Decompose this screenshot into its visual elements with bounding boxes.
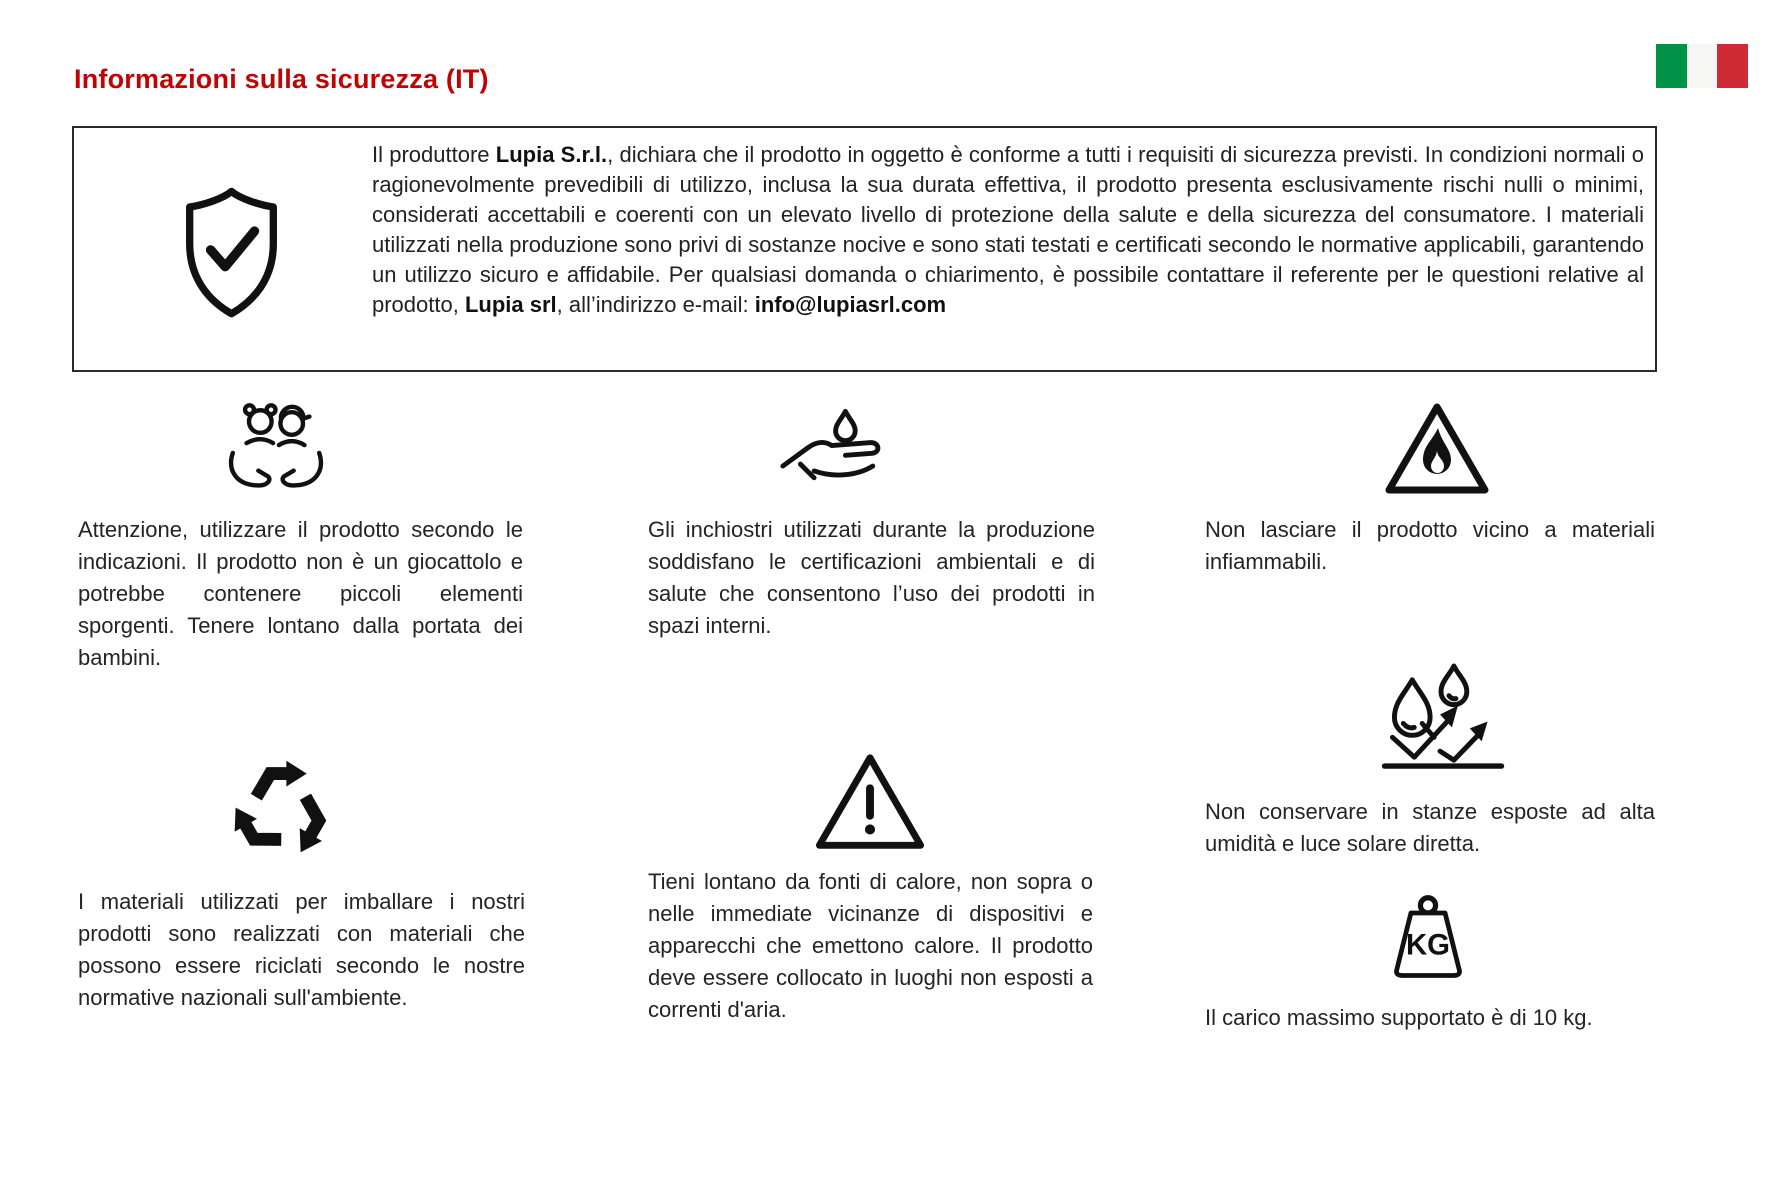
kg-label: KG bbox=[1405, 928, 1451, 962]
decl-seg-2: , dichiara che il prodotto in oggetto è conforme a tutti i requisiti di sicurezza previsti. In condizioni normali o ragionevolmente prevedibili di utilizzo, inclusa la sua durata effettiva, il prodotto presenta esclusivamente rischi nulli o minimi, considerati accettabili e coerenti con un elevato livello di protezione della salute e della sicurezza del consumatore. I materiali utilizzati nella produzione sono privi di sostanze nocive e sono stati testati e certificati secondo le normative applicabili, garantendo un utilizzo sicuro e affidabile. Per qualsiasi domanda o chiarimento, è possibile contattare il referente per le questioni relative al prodotto, bbox=[372, 142, 1645, 317]
safety-item-inks-text: Gli inchiostri utilizzati durante la produzione soddisfano le certificazioni ambientali e di salute che consentono l’uso dei prodotti in spazi interni. bbox=[648, 517, 1095, 638]
humidity-sunlight-icon bbox=[1378, 658, 1508, 772]
italy-flag-icon bbox=[1656, 44, 1748, 88]
max-load-icon bbox=[1375, 894, 1481, 984]
safety-item-heat-text: Tieni lontano da fonti di calore, non sopra o nelle immediate vicinanze di dispositivi e apparecchi che emettono calore. Il prodotto deve essere collocato in luoghi non esposti a correnti d'aria. bbox=[648, 869, 1093, 1022]
heat-warning-icon bbox=[812, 748, 928, 854]
decl-seg-0: Il produttore bbox=[372, 142, 496, 167]
producer-name: Lupia S.r.l. bbox=[495, 142, 608, 167]
safety-item-children-text: Attenzione, utilizzare il prodotto secondo le indicazioni. Il prodotto non è un giocattolo e potrebbe contenere piccoli elementi sporgenti. Tenere lontano dalla portata dei bambini. bbox=[78, 517, 523, 670]
safety-item-humidity-text: Non conservare in stanze esposte ad alta umidità e luce solare diretta. bbox=[1205, 799, 1655, 856]
safety-item-flammable-text: Non lasciare il prodotto vicino a materiali infiammabili. bbox=[1205, 517, 1655, 574]
flag-green-stripe bbox=[1656, 44, 1687, 88]
producer-declaration-text bbox=[372, 140, 1644, 320]
contact-email: info@lupiasrl.com bbox=[754, 292, 947, 317]
decl-seg-4: , all’indirizzo e-mail: bbox=[556, 292, 755, 317]
flammable-warning-icon bbox=[1382, 396, 1492, 500]
producer-declaration-box bbox=[72, 126, 1657, 372]
safety-item-max-load-text: Il carico massimo supportato è di 10 kg. bbox=[1205, 1005, 1593, 1030]
contact-name: Lupia srl bbox=[464, 292, 557, 317]
recycle-icon bbox=[222, 750, 340, 868]
shield-check-icon bbox=[174, 168, 289, 336]
children-in-hands-icon bbox=[215, 396, 337, 504]
page-title: Informazioni sulla sicurezza (IT) bbox=[74, 64, 489, 94]
flag-red-stripe bbox=[1717, 44, 1748, 88]
hand-with-drop-icon bbox=[775, 404, 907, 490]
flag-white-stripe bbox=[1687, 44, 1718, 88]
safety-item-recycle-text: I materiali utilizzati per imballare i nostri prodotti sono realizzati con materiali che possono essere riciclati secondo le nostre normative nazionali sull'ambiente. bbox=[78, 889, 525, 1010]
